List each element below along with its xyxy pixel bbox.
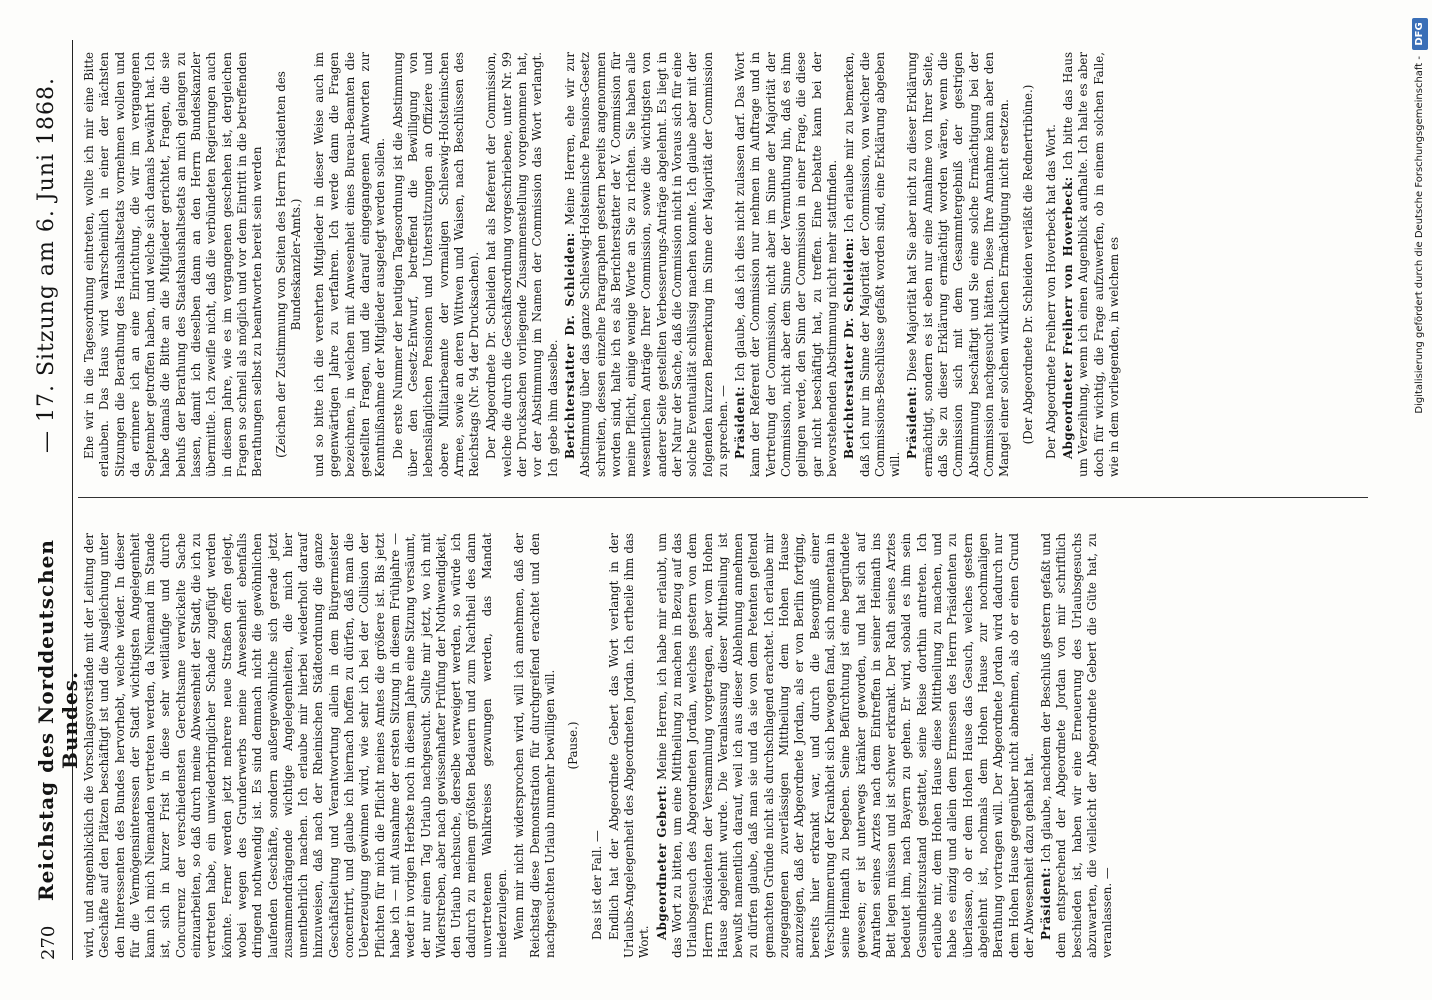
left-paragraph-3: Endlich hat der Abgeordnete Gebert das Wort verlangt in der Urlaubs-Angelegenheit des Abgeordneten Jordan. Ich ertheile ihm das Wort. [606,533,652,958]
speaker-schleiden-1: Berichterstatter Dr. Schleiden: [562,232,577,459]
speaker-praesident-1: Präsident: [1039,867,1054,940]
right-running-title: — 17. Sitzung am 6. Juni 1868. [34,76,59,454]
speaker-praesident-3: Präsident: [905,386,920,459]
column-divider [78,497,1368,498]
note-zustimmung: (Zeichen der Zustimmung von Seiten des Herrn Präsidenten des Bundeskanzler-Amts.) [273,71,303,458]
speaker-praesident-2: Präsident: [733,386,748,459]
praesident-speech-3 [905,52,1012,477]
page-footer [1410,0,1432,1000]
left-running-title: Reichstag des Norddeutschen Bundes. [34,539,82,901]
right-paragraph-4: Der Abgeordnete Dr. Schleiden hat als Referent der Commission, welche die durch die Geschäftsordnung vorgeschriebene, unter Nr. 99 der Drucksachen vorliegende Zusammenstellung vorgenommen hat, vor der Abstimmung im Namen der Commission das Wort verlangt. Ich gebe ihm dasselbe. [484,52,560,477]
praesident-speech-2 [733,52,840,477]
schleiden-text-1: Meine Herren, ehe wir zur Abstimmung über das ganze Schleswig-Holsteinische Pensions-Gesetz schreiten, dessen einzelne Paragraphen gestern bereits angenommen worden sind, halte ich es als Berichterstatter der V. Commission für meine Pflicht, einige wenige Worte an Sie zu richten. Sie haben alle wesentlichen Anträge Ihrer Commission, sowie die wichtigsten von anderer Seite gestellten Verbesserungs-Anträge abgelehnt. Es liegt in der Natur der Sache, daß die Commission nicht in Voraus sich für eine solche Eventualität schlüssig machen konnte. Ich glaube aber mit der folgenden kurzen Bemerkung im Sinne der Majorität der Commission zu sprechen. — [562,51,730,477]
note-schleiden-leaves: (Der Abgeordnete Dr. Schleiden verläßt die Rednertribüne.) [1020,84,1035,445]
left-paragraph-2: Wenn mir nicht widersprochen wird, will ich annehmen, daß der Reichstag diese Demonstration für durchgreifend erachtet und den nachgesuchten Urlaub nunmehr bewilligen will. [512,533,557,958]
praesident-text-2: Ich glaube, daß ich dies nicht zulassen darf. Das Wort kann der Referent der Commission nur nehmen im Auftrage und in Vertretung der Commission, nicht aber im Sinne der Majorität der Commission, nicht aber dem Sinne der Vermuthung hin, daß es ihm gelingen werde, den Sinn der Commission in einer Frage, die diese gar nicht beschäftigt hat, zu treffen. Eine Debatte kann bei der bevorstehenden Abstimmung nicht mehr stattfinden. [733,52,839,477]
header-rule [72,40,73,960]
praesident-speech-1 [1039,533,1115,958]
hoverbeck-text: Ich bitte das Haus um Verzeihung, wenn ich einen Augenblick aufhalte. Ich halte es aber doch für wichtig, die Frage aufzuwerfen, ob in einem solchen Falle, wie in dem vorliegenden, in welchem es [1061,52,1121,477]
speaker-schleiden-2: Berichterstatter Dr. Schleiden: [842,237,857,459]
schleiden-speech-1 [563,52,731,477]
right-paragraph-2: und so bitte ich die verehrten Mitglieder in dieser Weise auch im gegenwärtigen Jahre zu verfahren. Ich werde dann die Fragen bezeichnen, in welchen mit Anwesenheit eines Bureau-Beamten die gestellten Fragen, und die darauf eingegangenen Antworten zur Kenntnißnahme der Mitglieder ausgelegt werden sollen. [312,52,388,477]
right-paragraph-3: Die erste Nummer der heutigen Tagesordnung ist die Abstimmung über den Gesetz-Entwurf, betreffend die Bewilligung von lebenslänglichen Pensionen und Unterstützungen an Offiziere und obere Militairbeamte der vormaligen Schleswig-Holsteinischen Armee, sowie an deren Wittwen und Waisen, nach Beschlüssen des Reichstags (Nr. 94 der Drucksachen). [390,52,482,477]
pause-note: (Pause.) [566,721,581,770]
hoverbeck-speech [1061,52,1122,477]
schleiden-speech-2 [842,52,903,477]
gebert-text: Meine Herren, ich habe mir erlaubt, um das Wort zu bitten, um eine Mittheilung zu machen in Bezug auf das Urlaubsgesuch des Abgeordneten Jordan, welches gestern von dem Herrn Präsidenten der Versammlung vorgetragen, aber vom Hohen Hause abgelehnt wurde. Die Veranlassung dieser Mittheilung ist bewußt namentlich darauf, weil ich aus dieser Ablehnung annehmen zu dürfen glaube, daß man sie und da sie von dem Petenten geltend gemachten Gründe nicht als durchschlagend erachtet. Ich erlaube mir zugegangenen zuverlässigen Mittheilung dem Hohen Hause anzuzeigen, daß der Abgeordnete Jordan, als er von Berlin fortging, bereits hier erkrankt war, und durch die Besorgniß einer Verschlimmerung der Krankheit sich bewogen fand, sich momentan in seine Heimath zu begeben. Seine Befürchtung ist eine begründete gewesen; er ist unterwegs kränker geworden, und hat sich auf Anrathen seines Arztes nach dem Eintreffen in seiner Heimath ins Bett legen müssen und ist schwer erkrankt. Der Rath seines Arztes bedeutet ihm, nach Bayern zu gehen. Er wird, sobald es ihm sein Gesundheitszustand gestattet, seine Reise dorthin antreten. Ich erlaube mir, dem Hohen Hause diese Mittheilung zu machen, und habe es einzig und allein dem Ermessen des Herrn Präsidenten zu überlassen, ob er dem Hohen Hause das Gesuch, welches gestern abgelehnt ist, nochmals dem Hohen Hause zur nochmaligen Berathung vortragen will. Der Abgeordnete Jordan wird dadurch nur dem Hohen Hause gegenüber nicht abnehmen, als ob er einen Grund der Abwesenheit dazu gehabt hat. [654,532,1036,958]
left-paragraph-1: wird, und angenblicklich die Vorschlagsvorstände mit der Leitung der Geschäfte auf den Plätzen beschäftigt ist und die Ausgleichung unter den Interessenten des Bundes hervorhebt, welche wieder. In dieser für die Vermögensinteressen der Stadt wichtigsten Angelegenheit kann ich mich Niemanden vertreten werden, da Niemand im Stande ist, sich in kurzer Frist in diese sehr weitläufige und durch Concurrenz der verschiedensten Gerechtsame verwickelte Sache einzuarbeiten, so daß durch meine Abwesenheit der Stadt, die ich zu vertreten habe, ein unwiederbringlicher Schade zugefügt werden könnte. Ferner werden jetzt mehrere neue Straßen offen gelegt, wobei wegen des Grunderwerbs meine Anwesenheit ebenfalls dringend nothwendig ist. Es sind demnach nicht die gewöhnlichen laufenden Geschäfte, sondern außergewöhnliche sich gerade jetzt zusammendrängende wichtige Angelegenheiten, die mich hier unentbehrlich machen. Ich erlaube mir hierbei wiederholt darauf hinzuweisen, daß nach der Rheinischen Städteordnung die ganze Geschäftsleitung und Verantwortung allein in dem Bürgermeister concentrirt, und glaube ich hiernach hoffen zu dürfen, daß man die Ueberzeugung gewinnen wird, wie sehr ich bei der Collision der Pflichten für mich die Pflicht meines Amtes die größere ist. Bis jetzt habe ich — mit Ausnahme der ersten Sitzung in diesem Frühjahre — weder in vorigen Herbste noch in diesem Jahre eine Sitzung versäumt, der nur einen Tag Urlaub nachgesucht. Sollte mir jetzt, wo ich mit Widerstreben, aber nach gewissenhafter Prüfung der Nothwendigkeit, den Urlaub nachsuche, derselbe verweigert werden, so würde ich dadurch zu meinem größten Bedauern und zum Nachtheil des dann unvertretenen Wahlkreises gezwungen werden, das Mandat niederzulegen. [82,533,510,958]
hoverbeck-gets-word: Der Abgeordnete Freiherr von Hoverbeck hat das Wort. [1043,124,1058,459]
left-column [82,533,1118,958]
right-column [82,52,1124,477]
page-header [0,0,82,1000]
right-paragraph-1: Ehe wir in die Tagesordnung eintreten, wollte ich mir eine Bitte erlauben. Das Haus wird wahrscheinlich in einer der nächsten Sitzungen die Berathung des Haushaltsetats vornehmen wollen und da erinnere ich an eine Einrichtung, die wir im vergangenen September getroffen haben, und welche sich damals bewährt hat. Ich habe damals die Bitte an die Mitglieder gerichtet, Fragen, die sie behufs der Berathung des Staatshaushaltsetats an mich gelangen zu lassen, damit ich dieselben dann an den Herrn Bundeskanzler übermittle. Ich zweifle nicht, daß die verbündeten Regierungen auch in diesem Jahre, wie es im vergangenen geschehen ist, dergleichen Fragen so schnell als möglich und vor dem Eintritt in die betreffenden Berathungen selbst zu beantworten bereit sein werden [82,52,265,477]
speaker-hoverbeck: Abgeordneter Freiherr von Hoverbeck: [1061,176,1076,459]
dfg-logo: DFG [1412,18,1428,50]
speaker-gebert: Abgeordneter Gebert: [654,784,669,940]
gebert-speech [655,533,1037,958]
schleiden-text-2: Ich erlaube mir zu bemerken, daß ich nur im Sinne der Majorität der Commission, von welcher die Commissions-Beschlüsse gefaßt worden sind, eine Erklärung abgeben will. [842,51,903,477]
praesident-text-1: Ich glaube, nachdem der Beschluß gestern gefaßt und dem entsprechend der Abgeordnete Jordan von mir schriftlich beschieden ist, haben wir eine Erneuerung des Urlaubsgesuchs abzuwarten, die vielleicht der Abgeordnete Gebert die Güte hat, zu veranlassen. — [1039,532,1115,958]
praesident-text-3: Diese Majorität hat Sie aber nicht zu dieser Erklärung ermächtigt, sondern es ist eben nur eine Annahme von Ihrer Seite, daß Sie zu dieser Erklärung ermächtigt worden wären, wenn die Commission sich mit dem Gesammtergebniß der gestrigen Abstimmung beschäftigt und Sie eine solche Ermächtigung bei der Commission nachgesucht hätten. Diese Ihre Annahme kann aber den Mangel einer solchen wirklichen Ermächtigung nicht ersetzen. [905,52,1012,477]
page-number: 270 [38,925,59,960]
digitization-credit: Digitalisierung gefördert durch die Deutsche Forschungsgemeinschaft - [1414,56,1425,414]
fall-note: Das ist der Fall. — [589,830,604,940]
